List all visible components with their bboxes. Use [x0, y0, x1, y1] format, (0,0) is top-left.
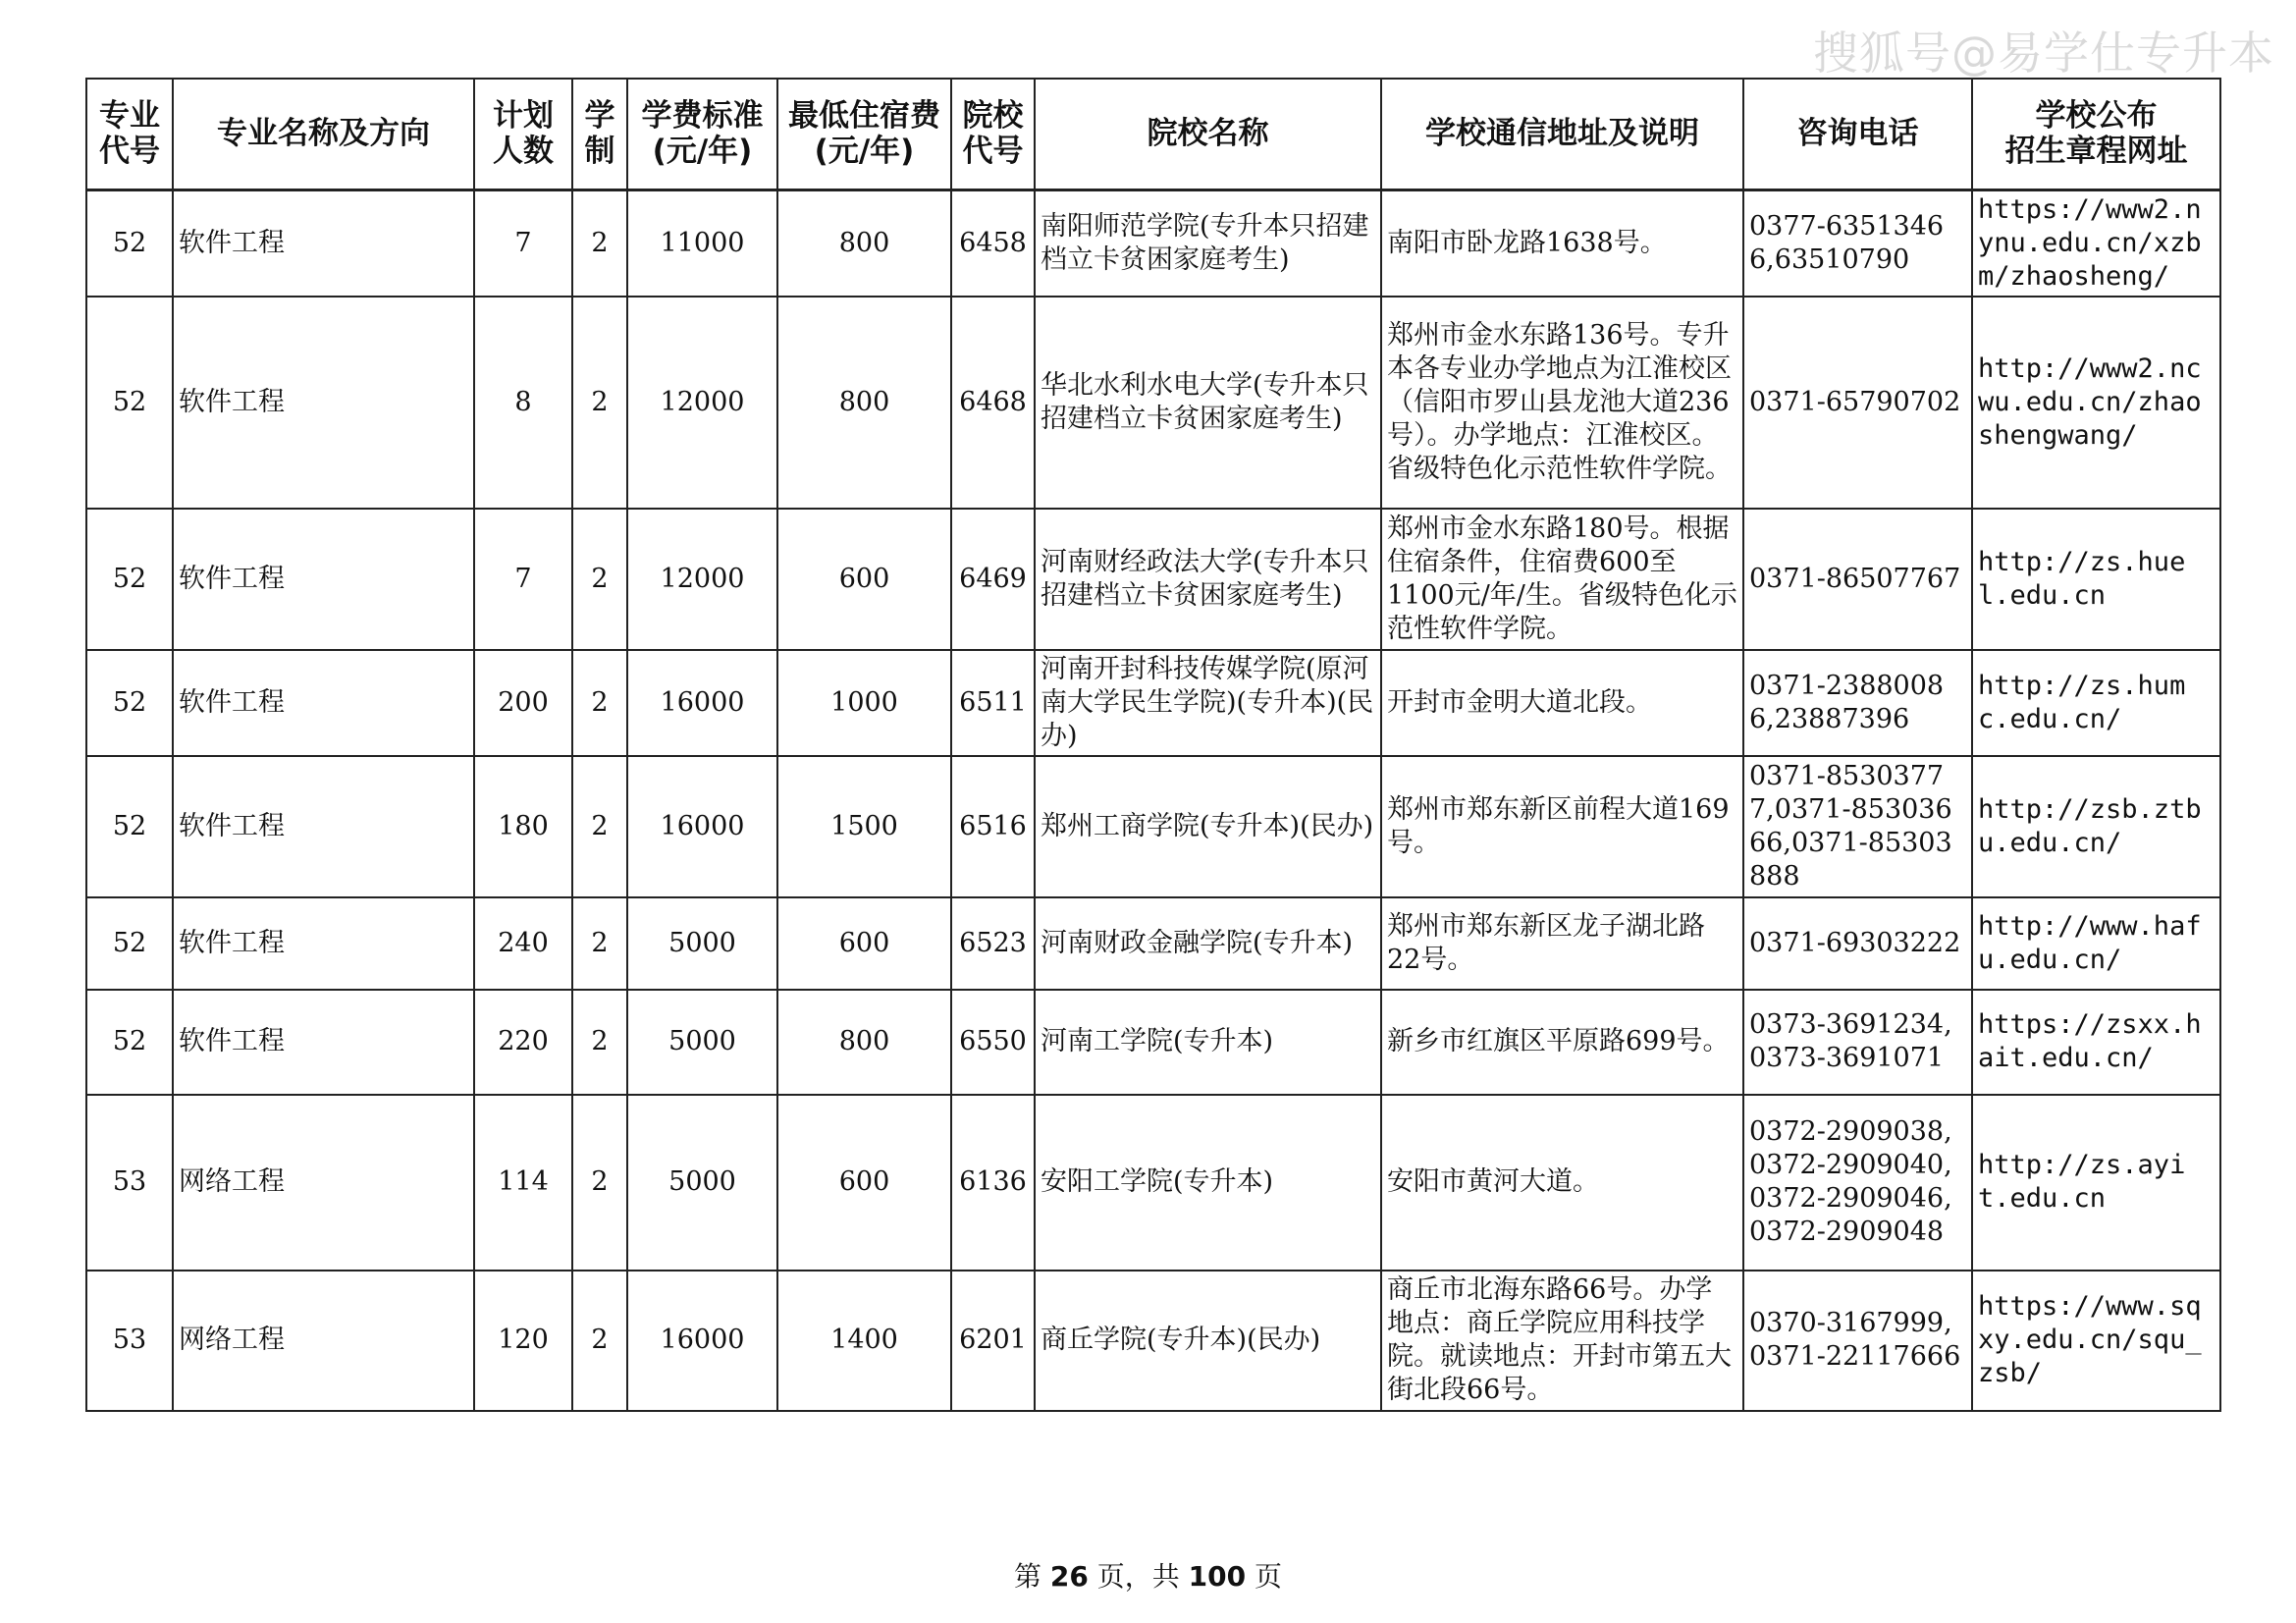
cell-school: 河南财经政法大学(专升本只招建档立卡贫困家庭考生): [1035, 509, 1381, 650]
cell-phone: 0371-65790702: [1743, 297, 1972, 509]
cell-plan: 240: [474, 897, 572, 990]
page-footer: [0, 1555, 2296, 1595]
cell-plan: 7: [474, 189, 572, 297]
cell-major: 网络工程: [173, 1095, 474, 1271]
cell-url[interactable]: http://www2.ncwu.edu.cn/zhaoshengwang/: [1972, 297, 2220, 509]
cell-address: 郑州市郑东新区龙子湖北路22号。: [1381, 897, 1743, 990]
cell-dorm: 600: [777, 509, 951, 650]
cell-url[interactable]: http://zsb.ztbu.edu.cn/: [1972, 756, 2220, 897]
cell-url[interactable]: http://www.hafu.edu.cn/: [1972, 897, 2220, 990]
header-school-code: 院校 代号: [951, 79, 1035, 189]
header-phone: 咨询电话: [1743, 79, 1972, 189]
cell-url[interactable]: http://zs.ayit.edu.cn: [1972, 1095, 2220, 1271]
cell-code: 52: [86, 650, 173, 756]
header-plan: 计划 人数: [474, 79, 572, 189]
footer-middle: 页，共: [1088, 1560, 1189, 1593]
total-page-number: 100: [1188, 1560, 1247, 1593]
header-major: 专业名称及方向: [173, 79, 474, 189]
cell-major: 软件工程: [173, 756, 474, 897]
cell-plan: 120: [474, 1271, 572, 1411]
cell-years: 2: [572, 189, 627, 297]
watermark: 搜狐号@易学仕专升本: [1813, 27, 2274, 80]
header-url: 学校公布 招生章程网址: [1972, 79, 2220, 189]
table-row: [86, 897, 2220, 990]
cell-dorm: 1400: [777, 1271, 951, 1411]
cell-tuition: 5000: [627, 897, 777, 990]
cell-dorm: 800: [777, 990, 951, 1095]
cell-school: 河南开封科技传媒学院(原河南大学民生学院)(专升本)(民办): [1035, 650, 1381, 756]
cell-address: 开封市金明大道北段。: [1381, 650, 1743, 756]
header-row: [86, 79, 2220, 189]
header-dorm: 最低住宿费 (元/年): [777, 79, 951, 189]
cell-years: 2: [572, 1095, 627, 1271]
cell-code: 52: [86, 297, 173, 509]
footer-prefix: 第: [1013, 1560, 1050, 1593]
cell-years: 2: [572, 990, 627, 1095]
cell-school-code: 6516: [951, 756, 1035, 897]
cell-major: 软件工程: [173, 990, 474, 1095]
cell-major: 软件工程: [173, 509, 474, 650]
cell-phone: 0371-69303222: [1743, 897, 1972, 990]
cell-major: 软件工程: [173, 897, 474, 990]
cell-years: 2: [572, 897, 627, 990]
table-row: [86, 297, 2220, 509]
cell-major: 软件工程: [173, 297, 474, 509]
cell-major: 网络工程: [173, 1271, 474, 1411]
cell-school: 南阳师范学院(专升本只招建档立卡贫困家庭考生): [1035, 189, 1381, 297]
cell-years: 2: [572, 509, 627, 650]
cell-plan: 114: [474, 1095, 572, 1271]
cell-code: 52: [86, 509, 173, 650]
cell-tuition: 16000: [627, 756, 777, 897]
cell-school: 商丘学院(专升本)(民办): [1035, 1271, 1381, 1411]
cell-phone: 0373-3691234,0373-3691071: [1743, 990, 1972, 1095]
cell-code: 52: [86, 990, 173, 1095]
cell-phone: 0371-86507767: [1743, 509, 1972, 650]
cell-school-code: 6511: [951, 650, 1035, 756]
cell-address: 商丘市北海东路66号。办学地点：商丘学院应用科技学院。就读地点：开封市第五大街北段66号。: [1381, 1271, 1743, 1411]
cell-dorm: 600: [777, 897, 951, 990]
cell-plan: 220: [474, 990, 572, 1095]
cell-url[interactable]: http://zs.humc.edu.cn/: [1972, 650, 2220, 756]
cell-years: 2: [572, 297, 627, 509]
cell-phone: 0371-85303777,0371-85303666,0371-85303888: [1743, 756, 1972, 897]
cell-years: 2: [572, 1271, 627, 1411]
cell-school: 河南财政金融学院(专升本): [1035, 897, 1381, 990]
cell-school-code: 6550: [951, 990, 1035, 1095]
cell-school-code: 6201: [951, 1271, 1035, 1411]
cell-url[interactable]: https://zsxx.hait.edu.cn/: [1972, 990, 2220, 1095]
cell-code: 52: [86, 189, 173, 297]
cell-school: 河南工学院(专升本): [1035, 990, 1381, 1095]
table-row: [86, 990, 2220, 1095]
cell-major: 软件工程: [173, 189, 474, 297]
cell-tuition: 12000: [627, 297, 777, 509]
cell-address: 南阳市卧龙路1638号。: [1381, 189, 1743, 297]
cell-url[interactable]: https://www.sqxy.edu.cn/squ_zsb/: [1972, 1271, 2220, 1411]
cell-years: 2: [572, 650, 627, 756]
header-tuition: 学费标准 (元/年): [627, 79, 777, 189]
cell-dorm: 800: [777, 297, 951, 509]
cell-phone: 0377-63513466,63510790: [1743, 189, 1972, 297]
footer-suffix: 页: [1246, 1560, 1283, 1593]
cell-tuition: 5000: [627, 1095, 777, 1271]
table-row: [86, 509, 2220, 650]
cell-school-code: 6458: [951, 189, 1035, 297]
table-row: [86, 1271, 2220, 1411]
cell-school: 华北水利水电大学(专升本只招建档立卡贫困家庭考生): [1035, 297, 1381, 509]
header-years: 学 制: [572, 79, 627, 189]
cell-tuition: 5000: [627, 990, 777, 1095]
cell-code: 52: [86, 756, 173, 897]
table-row: [86, 756, 2220, 897]
cell-address: 郑州市金水东路180号。根据住宿条件，住宿费600至1100元/年/生。省级特色化示范性软件学院。: [1381, 509, 1743, 650]
table-row: [86, 650, 2220, 756]
current-page-number: 26: [1049, 1560, 1089, 1593]
cell-address: 新乡市红旗区平原路699号。: [1381, 990, 1743, 1095]
cell-address: 安阳市黄河大道。: [1381, 1095, 1743, 1271]
cell-dorm: 600: [777, 1095, 951, 1271]
cell-address: 郑州市金水东路136号。专升本各专业办学地点为江淮校区（信阳市罗山县龙池大道236号）。办学地点：江淮校区。省级特色化示范性软件学院。: [1381, 297, 1743, 509]
cell-plan: 180: [474, 756, 572, 897]
header-code: 专业 代号: [86, 79, 173, 189]
cell-url[interactable]: https://www2.nynu.edu.cn/xzbm/zhaosheng/: [1972, 189, 2220, 297]
cell-tuition: 12000: [627, 509, 777, 650]
cell-tuition: 16000: [627, 650, 777, 756]
table-row: [86, 189, 2220, 297]
cell-dorm: 1000: [777, 650, 951, 756]
cell-school-code: 6468: [951, 297, 1035, 509]
cell-dorm: 800: [777, 189, 951, 297]
cell-tuition: 11000: [627, 189, 777, 297]
header-school: 院校名称: [1035, 79, 1381, 189]
cell-major: 软件工程: [173, 650, 474, 756]
cell-code: 53: [86, 1095, 173, 1271]
cell-tuition: 16000: [627, 1271, 777, 1411]
header-address: 学校通信地址及说明: [1381, 79, 1743, 189]
cell-plan: 8: [474, 297, 572, 509]
cell-school-code: 6136: [951, 1095, 1035, 1271]
cell-code: 52: [86, 897, 173, 990]
admissions-table: [85, 78, 2221, 1412]
cell-school: 郑州工商学院(专升本)(民办): [1035, 756, 1381, 897]
cell-phone: 0370-3167999,0371-22117666: [1743, 1271, 1972, 1411]
cell-url[interactable]: http://zs.huel.edu.cn: [1972, 509, 2220, 650]
cell-school: 安阳工学院(专升本): [1035, 1095, 1381, 1271]
cell-phone: 0371-23880086,23887396: [1743, 650, 1972, 756]
cell-dorm: 1500: [777, 756, 951, 897]
cell-address: 郑州市郑东新区前程大道169号。: [1381, 756, 1743, 897]
cell-phone: 0372-2909038,0372-2909040,0372-2909046,0372-2909048: [1743, 1095, 1972, 1271]
cell-years: 2: [572, 756, 627, 897]
table-row: [86, 1095, 2220, 1271]
cell-school-code: 6523: [951, 897, 1035, 990]
cell-code: 53: [86, 1271, 173, 1411]
cell-school-code: 6469: [951, 509, 1035, 650]
cell-plan: 7: [474, 509, 572, 650]
cell-plan: 200: [474, 650, 572, 756]
